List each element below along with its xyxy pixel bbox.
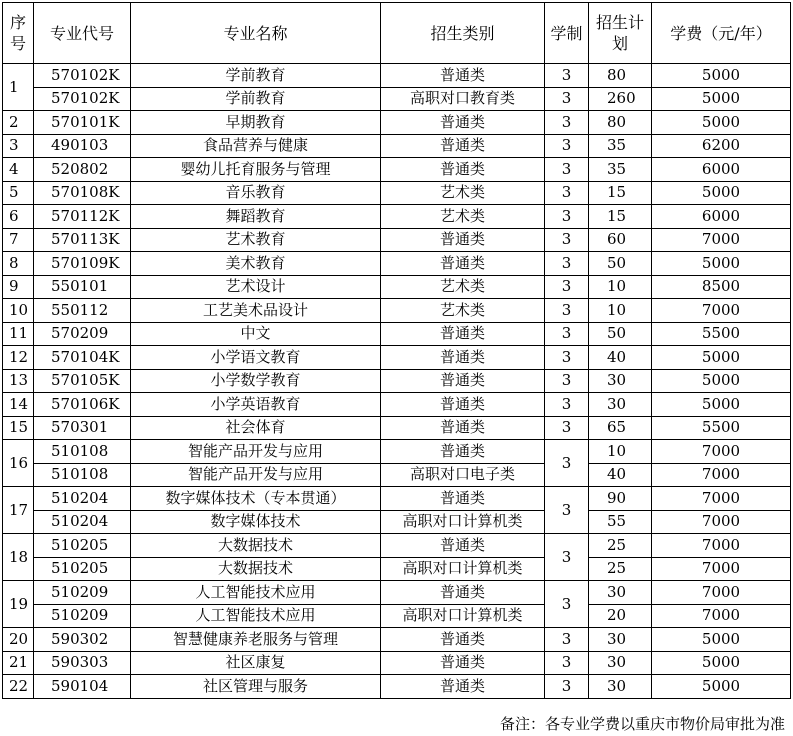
cell-code: 570106K <box>34 393 131 417</box>
cell-name: 学前教育 <box>131 64 381 88</box>
cell-plan: 35 <box>589 158 652 182</box>
cell-fee: 7000 <box>652 581 791 605</box>
header-category: 招生类别 <box>381 3 545 64</box>
cell-code: 490103 <box>34 134 131 158</box>
cell-plan: 30 <box>589 393 652 417</box>
cell-code: 510108 <box>34 440 131 464</box>
cell-years: 3 <box>545 346 589 370</box>
cell-years: 3 <box>545 487 589 534</box>
cell-name: 智能产品开发与应用 <box>131 440 381 464</box>
cell-plan: 35 <box>589 134 652 158</box>
cell-fee: 7000 <box>652 604 791 628</box>
cell-fee: 5000 <box>652 64 791 88</box>
cell-fee: 5000 <box>652 393 791 417</box>
cell-category: 普通类 <box>381 64 545 88</box>
cell-code: 510209 <box>34 604 131 628</box>
cell-name: 舞蹈教育 <box>131 205 381 229</box>
cell-code: 570102K <box>34 64 131 88</box>
cell-category: 普通类 <box>381 228 545 252</box>
cell-category: 普通类 <box>381 134 545 158</box>
cell-name: 艺术设计 <box>131 275 381 299</box>
cell-code: 570102K <box>34 87 131 111</box>
cell-category: 普通类 <box>381 440 545 464</box>
table-row <box>3 534 791 558</box>
table-row <box>3 299 791 323</box>
cell-years: 3 <box>545 275 589 299</box>
cell-seq: 22 <box>3 675 34 699</box>
cell-category: 普通类 <box>381 628 545 652</box>
cell-seq: 18 <box>3 534 34 581</box>
cell-fee: 5500 <box>652 322 791 346</box>
cell-years: 3 <box>545 393 589 417</box>
cell-code: 570101K <box>34 111 131 135</box>
cell-name: 社会体育 <box>131 416 381 440</box>
cell-name: 社区管理与服务 <box>131 675 381 699</box>
cell-seq: 15 <box>3 416 34 440</box>
cell-years: 3 <box>545 134 589 158</box>
table-row <box>3 463 791 487</box>
cell-years: 3 <box>545 675 589 699</box>
cell-category: 普通类 <box>381 322 545 346</box>
cell-name: 早期教育 <box>131 111 381 135</box>
cell-plan: 30 <box>589 581 652 605</box>
cell-name: 艺术教育 <box>131 228 381 252</box>
cell-category: 艺术类 <box>381 181 545 205</box>
table-row <box>3 322 791 346</box>
cell-fee: 7000 <box>652 228 791 252</box>
cell-years: 3 <box>545 228 589 252</box>
cell-code: 570301 <box>34 416 131 440</box>
cell-plan: 90 <box>589 487 652 511</box>
cell-seq: 10 <box>3 299 34 323</box>
cell-category: 高职对口计算机类 <box>381 510 545 534</box>
cell-fee: 5000 <box>652 87 791 111</box>
enrollment-table-wrapper <box>2 2 791 699</box>
table-row <box>3 134 791 158</box>
cell-category: 高职对口电子类 <box>381 463 545 487</box>
cell-seq: 2 <box>3 111 34 135</box>
cell-years: 3 <box>545 158 589 182</box>
cell-plan: 40 <box>589 346 652 370</box>
cell-fee: 5000 <box>652 346 791 370</box>
cell-plan: 30 <box>589 628 652 652</box>
header-seq: 序号 <box>3 3 34 64</box>
cell-name: 大数据技术 <box>131 557 381 581</box>
cell-code: 510209 <box>34 581 131 605</box>
cell-code: 510204 <box>34 487 131 511</box>
cell-category: 普通类 <box>381 675 545 699</box>
table-row <box>3 111 791 135</box>
cell-seq: 6 <box>3 205 34 229</box>
cell-category: 普通类 <box>381 346 545 370</box>
cell-plan: 25 <box>589 557 652 581</box>
table-row <box>3 557 791 581</box>
cell-name: 音乐教育 <box>131 181 381 205</box>
cell-name: 中文 <box>131 322 381 346</box>
table-row <box>3 346 791 370</box>
cell-seq: 12 <box>3 346 34 370</box>
cell-years: 3 <box>545 111 589 135</box>
footnote: 备注：各专业学费以重庆市物价局审批为准 <box>499 715 785 733</box>
cell-seq: 1 <box>3 64 34 111</box>
table-row <box>3 275 791 299</box>
cell-plan: 50 <box>589 252 652 276</box>
cell-category: 普通类 <box>381 651 545 675</box>
enrollment-plan-table <box>2 2 791 699</box>
cell-code: 510205 <box>34 557 131 581</box>
cell-seq: 13 <box>3 369 34 393</box>
cell-code: 570113K <box>34 228 131 252</box>
header-code: 专业代号 <box>34 3 131 64</box>
cell-name: 学前教育 <box>131 87 381 111</box>
cell-plan: 15 <box>589 181 652 205</box>
cell-category: 艺术类 <box>381 275 545 299</box>
cell-fee: 5000 <box>652 369 791 393</box>
cell-fee: 5000 <box>652 628 791 652</box>
cell-category: 普通类 <box>381 487 545 511</box>
cell-years: 3 <box>545 87 589 111</box>
table-row <box>3 369 791 393</box>
cell-fee: 5000 <box>652 111 791 135</box>
cell-plan: 80 <box>589 64 652 88</box>
table-row <box>3 487 791 511</box>
cell-years: 3 <box>545 534 589 581</box>
cell-seq: 20 <box>3 628 34 652</box>
cell-plan: 10 <box>589 299 652 323</box>
table-row <box>3 416 791 440</box>
table-header-row <box>3 3 791 64</box>
cell-years: 3 <box>545 651 589 675</box>
cell-seq: 4 <box>3 158 34 182</box>
table-row <box>3 181 791 205</box>
cell-plan: 40 <box>589 463 652 487</box>
cell-category: 普通类 <box>381 416 545 440</box>
cell-fee: 7000 <box>652 510 791 534</box>
cell-code: 570109K <box>34 252 131 276</box>
cell-years: 3 <box>545 322 589 346</box>
header-name: 专业名称 <box>131 3 381 64</box>
table-row <box>3 440 791 464</box>
cell-fee: 6200 <box>652 134 791 158</box>
cell-plan: 80 <box>589 111 652 135</box>
cell-plan: 55 <box>589 510 652 534</box>
cell-category: 高职对口计算机类 <box>381 604 545 628</box>
cell-plan: 60 <box>589 228 652 252</box>
table-row <box>3 651 791 675</box>
cell-seq: 3 <box>3 134 34 158</box>
cell-code: 590104 <box>34 675 131 699</box>
cell-name: 小学语文教育 <box>131 346 381 370</box>
cell-name: 智慧健康养老服务与管理 <box>131 628 381 652</box>
cell-code: 510108 <box>34 463 131 487</box>
table-row <box>3 205 791 229</box>
table-row <box>3 252 791 276</box>
cell-plan: 20 <box>589 604 652 628</box>
cell-code: 570108K <box>34 181 131 205</box>
table-row <box>3 510 791 534</box>
cell-seq: 19 <box>3 581 34 628</box>
table-row <box>3 628 791 652</box>
cell-category: 艺术类 <box>381 299 545 323</box>
cell-plan: 30 <box>589 369 652 393</box>
cell-years: 3 <box>545 628 589 652</box>
cell-fee: 7000 <box>652 463 791 487</box>
cell-name: 美术教育 <box>131 252 381 276</box>
cell-code: 550112 <box>34 299 131 323</box>
cell-category: 高职对口计算机类 <box>381 557 545 581</box>
cell-code: 590302 <box>34 628 131 652</box>
cell-years: 3 <box>545 205 589 229</box>
cell-fee: 5000 <box>652 181 791 205</box>
cell-fee: 5500 <box>652 416 791 440</box>
cell-seq: 14 <box>3 393 34 417</box>
cell-years: 3 <box>545 369 589 393</box>
cell-category: 普通类 <box>381 393 545 417</box>
cell-name: 小学英语教育 <box>131 393 381 417</box>
cell-code: 570112K <box>34 205 131 229</box>
cell-code: 550101 <box>34 275 131 299</box>
table-row <box>3 228 791 252</box>
cell-code: 520802 <box>34 158 131 182</box>
cell-seq: 7 <box>3 228 34 252</box>
cell-code: 510204 <box>34 510 131 534</box>
table-row <box>3 158 791 182</box>
cell-plan: 25 <box>589 534 652 558</box>
cell-category: 普通类 <box>381 534 545 558</box>
cell-seq: 17 <box>3 487 34 534</box>
cell-plan: 65 <box>589 416 652 440</box>
cell-name: 大数据技术 <box>131 534 381 558</box>
cell-fee: 7000 <box>652 487 791 511</box>
cell-category: 艺术类 <box>381 205 545 229</box>
cell-category: 高职对口教育类 <box>381 87 545 111</box>
cell-fee: 5000 <box>652 675 791 699</box>
cell-fee: 6000 <box>652 205 791 229</box>
table-row <box>3 393 791 417</box>
cell-fee: 7000 <box>652 534 791 558</box>
cell-seq: 11 <box>3 322 34 346</box>
cell-code: 590303 <box>34 651 131 675</box>
cell-name: 人工智能技术应用 <box>131 604 381 628</box>
cell-code: 510205 <box>34 534 131 558</box>
cell-seq: 9 <box>3 275 34 299</box>
cell-years: 3 <box>545 64 589 88</box>
cell-code: 570105K <box>34 369 131 393</box>
cell-fee: 8500 <box>652 275 791 299</box>
header-plan: 招生计划 <box>589 3 652 64</box>
cell-plan: 30 <box>589 651 652 675</box>
cell-category: 普通类 <box>381 158 545 182</box>
table-row <box>3 87 791 111</box>
table-row <box>3 604 791 628</box>
table-body <box>3 64 791 699</box>
cell-years: 3 <box>545 181 589 205</box>
cell-fee: 7000 <box>652 440 791 464</box>
cell-category: 普通类 <box>381 581 545 605</box>
cell-category: 普通类 <box>381 369 545 393</box>
cell-fee: 5000 <box>652 252 791 276</box>
cell-seq: 8 <box>3 252 34 276</box>
cell-code: 570209 <box>34 322 131 346</box>
cell-code: 570104K <box>34 346 131 370</box>
cell-category: 普通类 <box>381 111 545 135</box>
cell-name: 工艺美术品设计 <box>131 299 381 323</box>
cell-name: 食品营养与健康 <box>131 134 381 158</box>
cell-years: 3 <box>545 440 589 487</box>
table-row <box>3 64 791 88</box>
cell-category: 普通类 <box>381 252 545 276</box>
cell-plan: 10 <box>589 440 652 464</box>
cell-plan: 260 <box>589 87 652 111</box>
cell-seq: 21 <box>3 651 34 675</box>
cell-plan: 10 <box>589 275 652 299</box>
cell-name: 数字媒体技术 <box>131 510 381 534</box>
table-row <box>3 581 791 605</box>
cell-fee: 5000 <box>652 651 791 675</box>
header-years: 学制 <box>545 3 589 64</box>
table-row <box>3 675 791 699</box>
cell-name: 智能产品开发与应用 <box>131 463 381 487</box>
cell-years: 3 <box>545 252 589 276</box>
cell-plan: 50 <box>589 322 652 346</box>
cell-years: 3 <box>545 299 589 323</box>
cell-plan: 30 <box>589 675 652 699</box>
cell-name: 婴幼儿托育服务与管理 <box>131 158 381 182</box>
cell-name: 数字媒体技术（专本贯通） <box>131 487 381 511</box>
cell-seq: 5 <box>3 181 34 205</box>
cell-years: 3 <box>545 581 589 628</box>
cell-fee: 7000 <box>652 299 791 323</box>
cell-years: 3 <box>545 416 589 440</box>
cell-plan: 15 <box>589 205 652 229</box>
cell-fee: 6000 <box>652 158 791 182</box>
cell-name: 人工智能技术应用 <box>131 581 381 605</box>
cell-name: 社区康复 <box>131 651 381 675</box>
cell-name: 小学数学教育 <box>131 369 381 393</box>
cell-seq: 16 <box>3 440 34 487</box>
cell-fee: 7000 <box>652 557 791 581</box>
header-fee: 学费（元/年） <box>652 3 791 64</box>
